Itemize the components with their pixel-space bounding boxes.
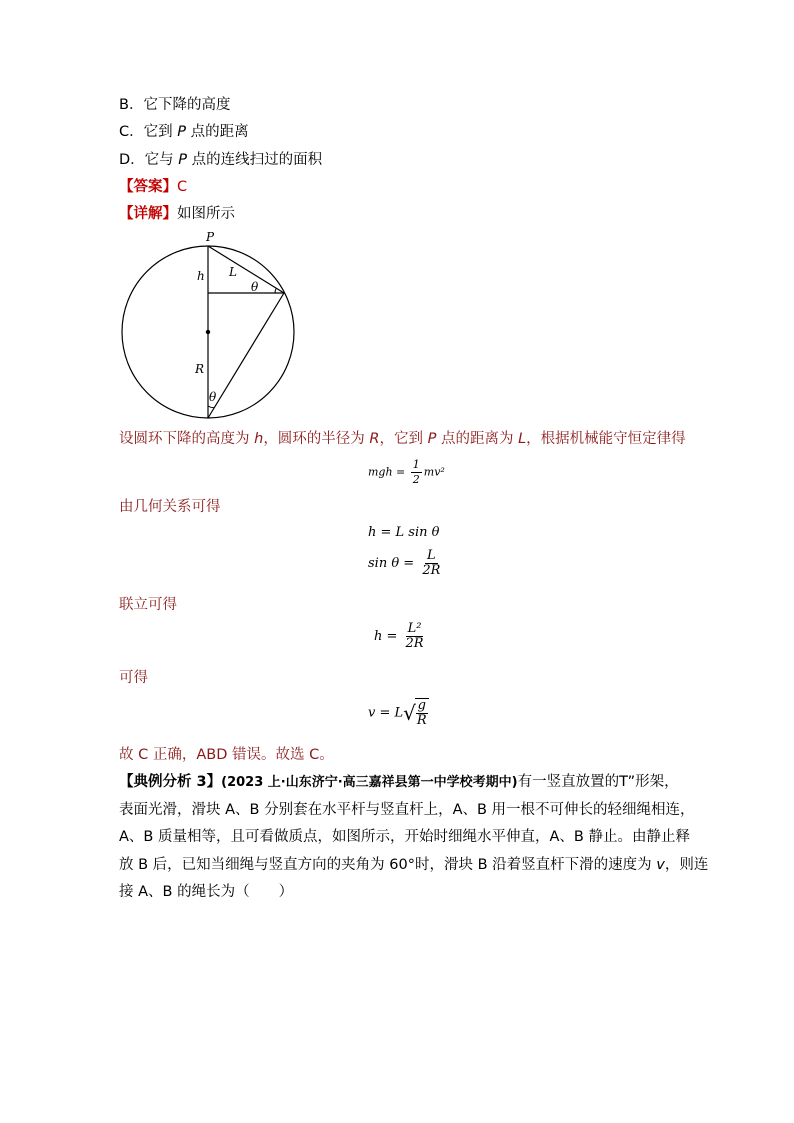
center-point [206, 330, 210, 334]
equation-v-result: v = L√ $\frac{g}{R}$ [368, 698, 427, 728]
equation-energy: mgh = $\frac{1}{2}$ mv² [368, 458, 445, 486]
answer-tag: 【答案】 [119, 179, 177, 195]
geometry-text: 由几何关系可得 [119, 499, 221, 515]
circle-geometry-figure [118, 228, 300, 426]
chord-bottom [208, 293, 284, 418]
answer-value: C [177, 179, 188, 195]
option-b: B．它下降的高度 [119, 97, 231, 113]
example-line-1: 【典例分析 3】(2023 上·山东济宁·高三嘉祥县第一中学校考期中)有一竖直放置的T”形架， [119, 774, 679, 790]
detail-line [119, 205, 235, 223]
label-theta-bottom: θ [209, 390, 217, 404]
example-line-4: 放 B 后，已知当细绳与竖直方向的夹角为 60°时，滑块 B 沿着竖直杆下滑的速度为 v，则连 [119, 857, 709, 873]
conclusion-text: 故 C 正确，ABD 错误。故选 C。 [119, 747, 334, 763]
angle-arc-top [275, 288, 276, 293]
detail-text: 如图所示 [177, 206, 235, 222]
equation-sin: sin θ = $\frac{L}{2R}$ [368, 548, 441, 578]
equation-h-result: h = $\frac{\text{L²}}{2R}$ [374, 621, 424, 651]
label-r: R [195, 362, 205, 376]
combine-text: 联立可得 [119, 597, 177, 613]
label-p: P [206, 230, 215, 244]
label-h: h [197, 269, 205, 283]
option-d: D．它与 P 点的连线扫过的面积 [119, 152, 323, 168]
label-theta-top: θ [251, 280, 259, 294]
result-text: 可得 [119, 670, 148, 686]
detail-tag: 【详解】 [119, 206, 177, 222]
angle-arc-bottom [208, 406, 214, 408]
answer-line [119, 178, 187, 196]
setup-line: 设圆环下降的高度为 h，圆环的半径为 R，它到 P 点的距离为 L，根据机械能守恒定律得 [119, 431, 686, 447]
example-line-2: 表面光滑，滑块 A、B 分别套在水平杆与竖直杆上，A、B 用一根不可伸长的轻细绳相连， [119, 802, 695, 818]
chord-l [208, 246, 284, 293]
example-tag: 【典例分析 3】 [119, 774, 222, 790]
label-l: L [229, 265, 237, 279]
example-line-5: 接 A、B 的绳长为（ ） [119, 884, 294, 900]
example-source: (2023 上·山东济宁·高三嘉祥县第一中学校考期中) [221, 775, 518, 790]
example-line-3: A、B 质量相等，且可看做质点，如图所示，开始时细绳水平伸直，A、B 静止。由静止释 [119, 829, 690, 845]
equation-h-lsin: h = L sin θ [368, 525, 440, 540]
option-c: C．它到 P 点的距离 [119, 124, 249, 140]
